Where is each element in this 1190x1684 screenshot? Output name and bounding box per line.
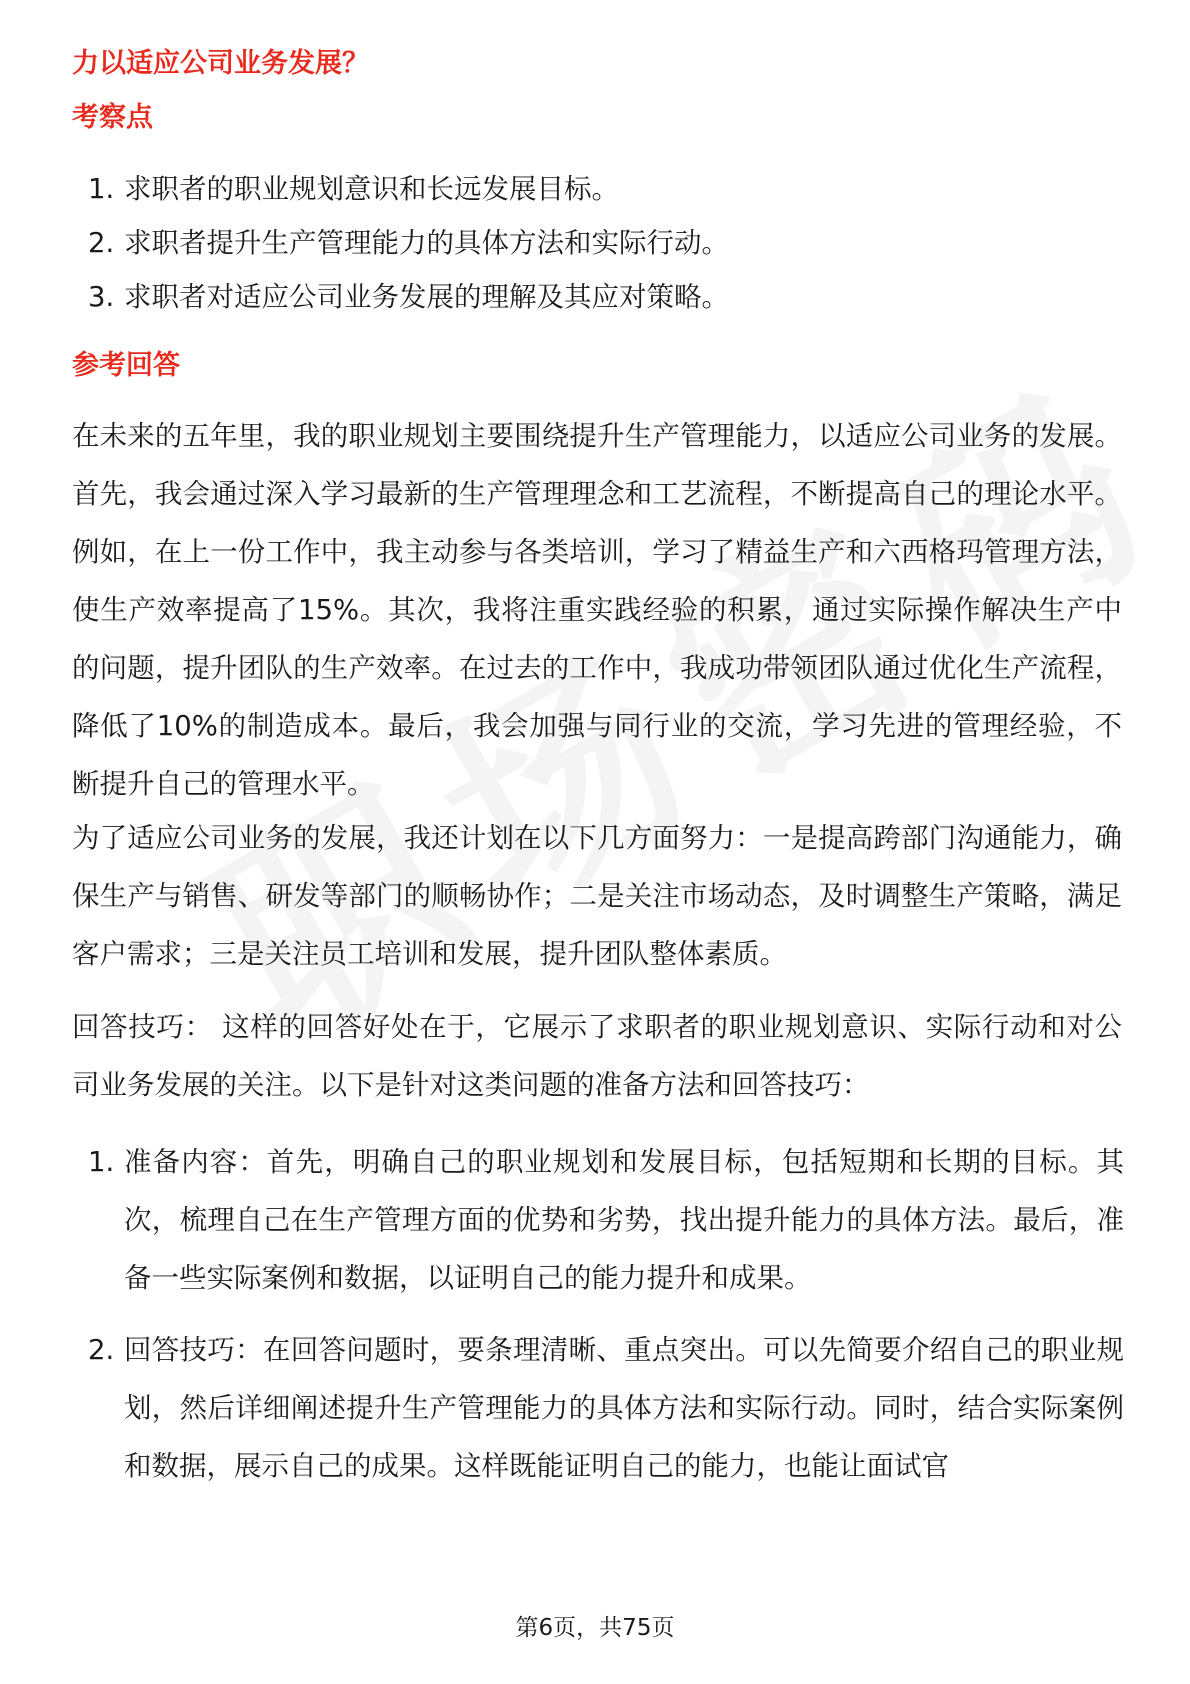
list-item-number: 1. <box>88 173 115 205</box>
question-title-continuation: 力以适应公司业务发展？ <box>72 48 369 79</box>
answer-paragraph: 在未来的五年里，我的职业规划主要围绕提升生产管理能力，以适应公司业务的发展。首先，我会通过深入学习最新的生产管理理念和工艺流程，不断提高自己的理论水平。例如，在上一份工作中，我主动参与各类培训，学习了精益生产和六西格玛管理方法，使生产效率提高了15%。其次，我将注重实践经验的积累，通过实际操作解决生产中的问题，提升团队的生产效率。在过去的工作中，我成功带领团队通过优化生产流程，降低了10%的制造成本。最后，我会加强与同行业的交流，学习先进的管理经验，不断提升自己的管理水平。 <box>72 420 1122 800</box>
answer-heading: 参考回答 <box>72 350 180 381</box>
list-item-text: 准备内容：首先，明确自己的职业规划和发展目标，包括短期和长期的目标。其次，梳理自己在生产管理方面的优势和劣势，找出提升能力的具体方法。最后，准备一些实际案例和数据，以证明自己的能力提升和成果。 <box>124 1146 1124 1294</box>
list-item-text: 求职者提升生产管理能力的具体方法和实际行动。 <box>124 227 729 259</box>
list-item-text: 求职者对适应公司业务发展的理解及其应对策略。 <box>124 281 729 313</box>
list-item-number: 2. <box>88 227 115 259</box>
list-item-text: 回答技巧：在回答问题时，要条理清晰、重点突出。可以先简要介绍自己的职业规划，然后详细阐述提升生产管理能力的具体方法和实际行动。同时，结合实际案例和数据，展示自己的成果。这样既能证明自己的能力，也能让面试官 <box>124 1334 1124 1482</box>
list-item-number: 2. <box>88 1334 115 1366</box>
list-item-text: 求职者的职业规划意识和长远发展目标。 <box>124 173 619 205</box>
page-number-footer: 第6页，共75页 <box>515 1615 675 1641</box>
list-item-number: 3. <box>88 281 115 313</box>
list-item-number: 1. <box>88 1146 115 1178</box>
tips-intro-paragraph: 回答技巧： 这样的回答好处在于，它展示了求职者的职业规划意识、实际行动和对公司业务发展的关注。以下是针对这类问题的准备方法和回答技巧： <box>72 1011 1122 1101</box>
points-heading: 考察点 <box>72 102 153 133</box>
answer-paragraph: 为了适应公司业务的发展，我还计划在以下几方面努力：一是提高跨部门沟通能力，确保生产与销售、研发等部门的顺畅协作；二是关注市场动态，及时调整生产策略，满足客户需求；三是关注员工培训和发展，提升团队整体素质。 <box>72 822 1122 970</box>
